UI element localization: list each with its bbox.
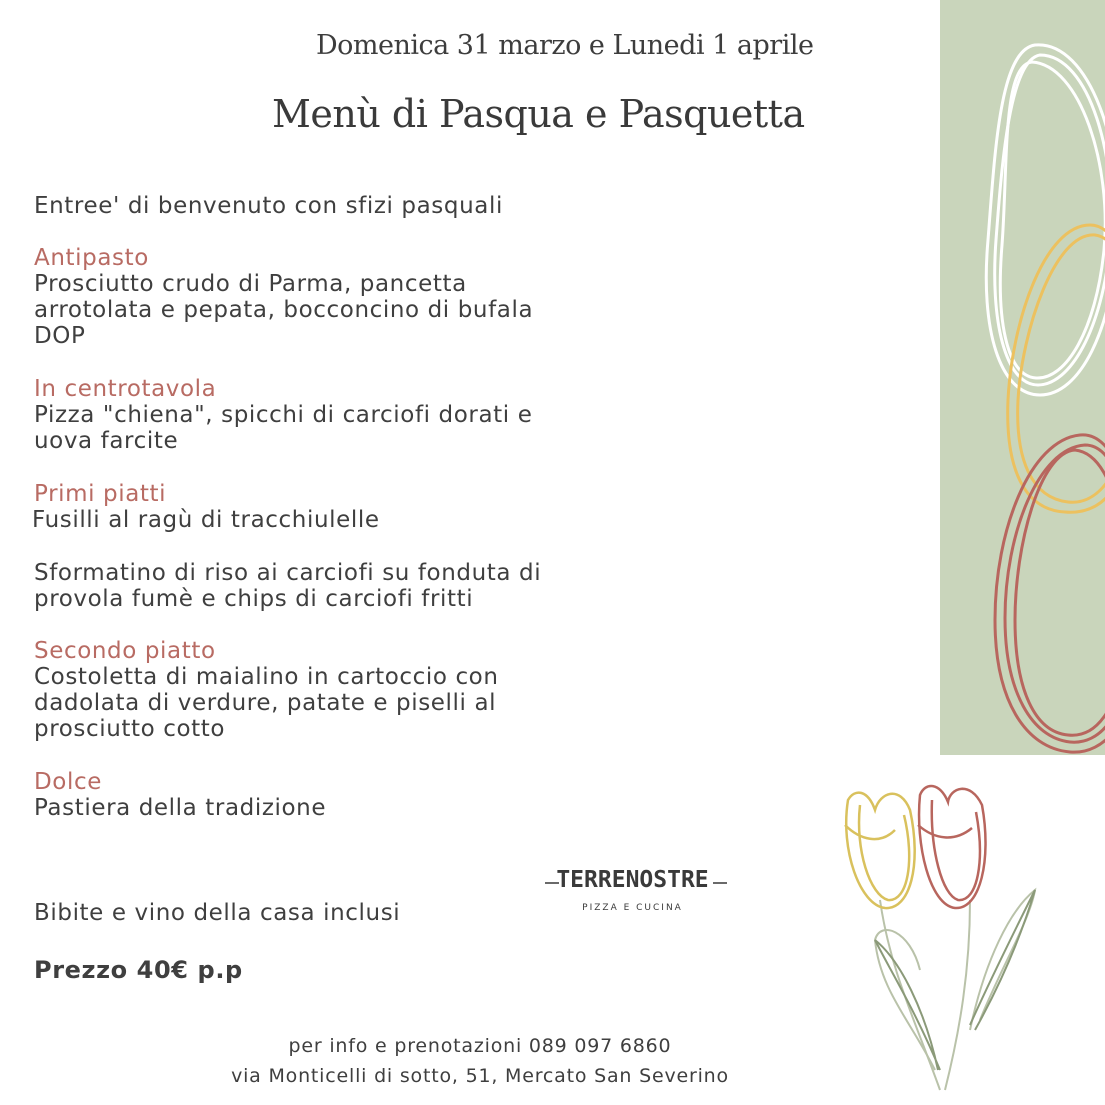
secondo-line-3: prosciutto cotto xyxy=(34,716,226,742)
antipasto-line-1: Prosciutto crudo di Parma, pancetta xyxy=(34,271,467,297)
centrotavola-line-2: uova farcite xyxy=(34,428,179,454)
dolce-line: Pastiera della tradizione xyxy=(34,795,327,821)
welcome-line: Entree' di benvenuto con sfizi pasquali xyxy=(34,193,503,219)
centrotavola-line-1: Pizza "chiena", spicchi di carciofi dorati e xyxy=(34,402,533,428)
antipasto-line-3: DOP xyxy=(34,323,86,349)
restaurant-logo xyxy=(545,865,735,925)
drinks-included: Bibite e vino della casa inclusi xyxy=(34,900,401,926)
price: Prezzo 40€ p.p xyxy=(34,956,243,984)
logo-tagline: PIZZA E CUCINA xyxy=(582,903,683,913)
event-date: Domenica 31 marzo e Lunedi 1 aprile xyxy=(316,30,814,61)
logo-line-right xyxy=(713,882,727,884)
page-title: Menù di Pasqua e Pasquetta xyxy=(272,92,805,136)
antipasto-line-2: arrotolata e pepata, bocconcino di bufala xyxy=(34,297,534,323)
centrotavola-heading: In centrotavola xyxy=(34,376,217,402)
secondo-line-2: dadolata di verdure, patate e piselli al xyxy=(34,690,497,716)
secondo-heading: Secondo piatto xyxy=(34,638,216,664)
address: via Monticelli di sotto, 51, Mercato San Severino xyxy=(231,1065,729,1087)
primi-dish-2-line-1: Sformatino di riso ai carciofi su fonduta di xyxy=(34,560,542,586)
primi-dish-2-line-2: provola fumè e chips di carciofi fritti xyxy=(34,586,474,612)
primi-dish-1: Fusilli al ragù di tracchiulelle xyxy=(32,507,380,533)
easter-eggs-icon xyxy=(940,0,1105,760)
dolce-heading: Dolce xyxy=(34,769,102,795)
antipasto-heading: Antipasto xyxy=(34,245,149,271)
logo-name: TERRENOSTRE xyxy=(556,867,709,893)
contact-info: per info e prenotazioni 089 097 6860 xyxy=(288,1035,672,1057)
secondo-line-1: Costoletta di maialino in cartoccio con xyxy=(34,664,499,690)
primi-heading: Primi piatti xyxy=(34,481,167,507)
